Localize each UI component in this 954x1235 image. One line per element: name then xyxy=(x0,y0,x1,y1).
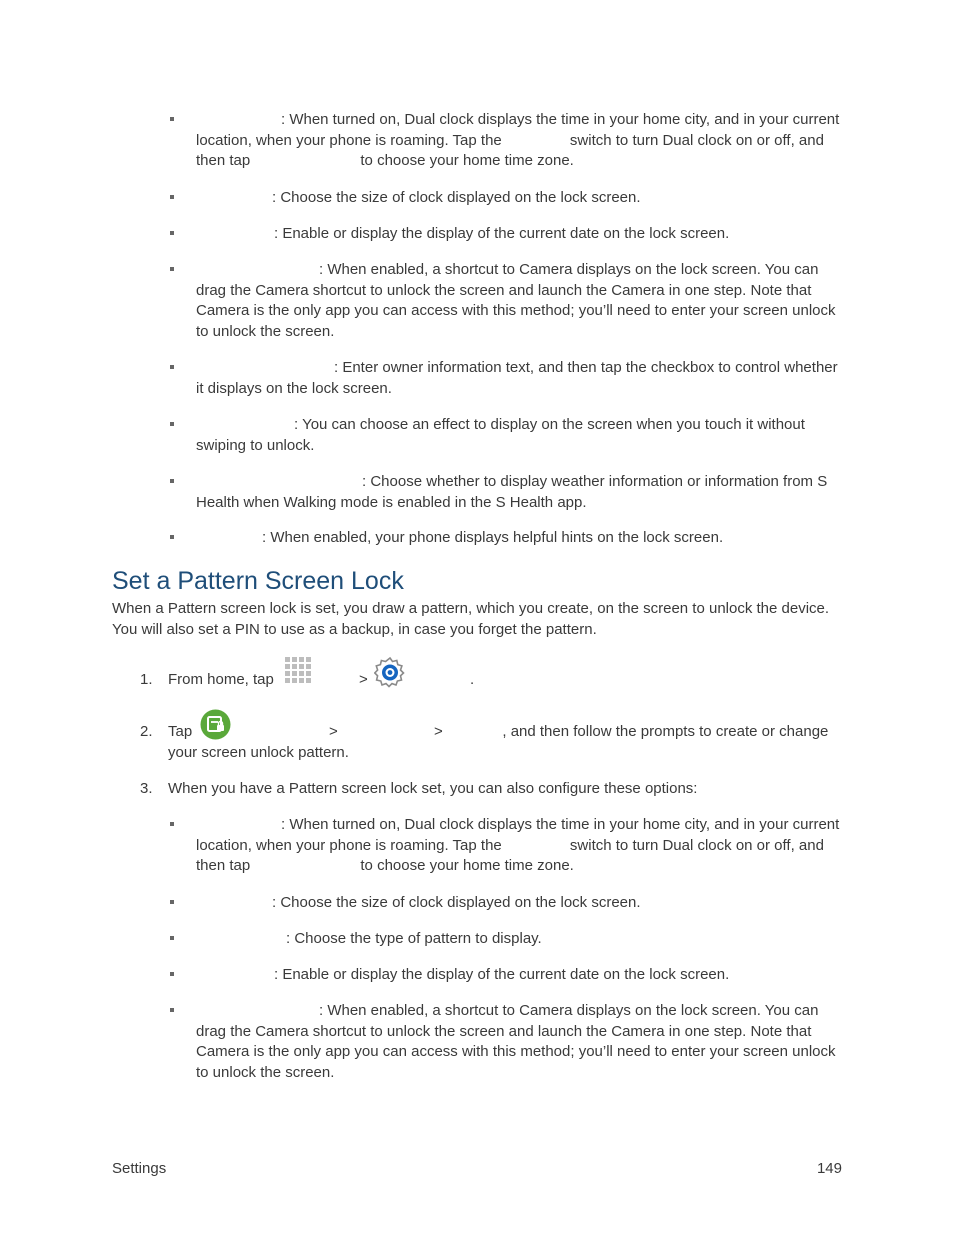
option-help-text: : When enabled, your phone displays helpful hints on the lock screen. xyxy=(196,528,846,549)
step-number: 1. xyxy=(140,671,153,688)
pattern-option-dual-clock: : When turned on, Dual clock displays the time in your home city, and in your current location, when your phone is roaming. Tap the switch to turn Dual clock on or off, and then tap to choose your home time zone. xyxy=(196,815,846,877)
pattern-option-pattern-type: : Choose the type of pattern to display. xyxy=(196,929,846,950)
option-dual-clock: : When turned on, Dual clock displays the time in your home city, and in your current location, when your phone is roaming. Tap the switch to turn Dual clock on or off, and then tap to choose your home time zone. xyxy=(196,110,846,172)
footer-section: Settings xyxy=(112,1160,167,1177)
step-2-separator-1: > xyxy=(329,723,338,740)
footer-page-number: 149 xyxy=(816,1160,842,1177)
step-2: 2. Tap , and then follow the prompts to create or change your screen unlock pattern. xyxy=(140,723,829,761)
step-3: 3. When you have a Pattern screen lock set, you can also configure these options: xyxy=(168,779,846,800)
section-intro: When a Pattern screen lock is set, you draw a pattern, which you create, on the screen to unlock the device. You will also set a PIN to use as a backup, in case you forget the pattern. xyxy=(112,600,830,638)
step-1: 1. From home, tap xyxy=(168,670,846,691)
step-number: 2. xyxy=(140,723,153,740)
option-additional-information: : Choose whether to display weather information or information from S Health when Walking mode is enabled in the S Health app. xyxy=(196,472,846,513)
pattern-option-camera-shortcut: : When enabled, a shortcut to Camera displays on the lock screen. You can drag the Camera shortcut to unlock the screen and launch the Camera in one step. Note that Camera is the only app you can access with this method; you’ll need to enter your screen unlock to unlock the screen. xyxy=(196,1001,846,1083)
option-owner-information: : Enter owner information text, and then tap the checkbox to control whether it displays on the lock screen. xyxy=(196,358,846,399)
lock-screen-icon[interactable] xyxy=(200,709,231,740)
pattern-option-clock-size: : Choose the size of clock displayed on the lock screen. xyxy=(196,893,846,914)
pattern-option-date: : Enable or display the display of the current date on the lock screen. xyxy=(196,965,846,986)
step-2-separator-2: > xyxy=(434,723,443,740)
option-clock-size: : Choose the size of clock displayed on the lock screen. xyxy=(196,188,846,209)
option-camera-shortcut: : When enabled, a shortcut to Camera displays on the lock screen. You can drag the Camera shortcut to unlock the screen and launch the Camera in one step. Note that Camera is the only app you can access with this method; you’ll need to enter your screen unlock to unlock the screen. xyxy=(196,260,846,342)
step-1-period: . xyxy=(470,671,475,688)
apps-grid-icon[interactable] xyxy=(284,656,314,686)
option-date: : Enable or display the display of the current date on the lock screen. xyxy=(196,224,846,245)
option-unlock-effect: : You can choose an effect to display on the screen when you touch it without swiping to unlock. xyxy=(196,415,846,456)
step-1-separator: > xyxy=(359,671,368,688)
settings-gear-icon[interactable] xyxy=(374,656,406,688)
section-title: Set a Pattern Screen Lock xyxy=(112,567,404,595)
step-number: 3. xyxy=(140,780,153,797)
